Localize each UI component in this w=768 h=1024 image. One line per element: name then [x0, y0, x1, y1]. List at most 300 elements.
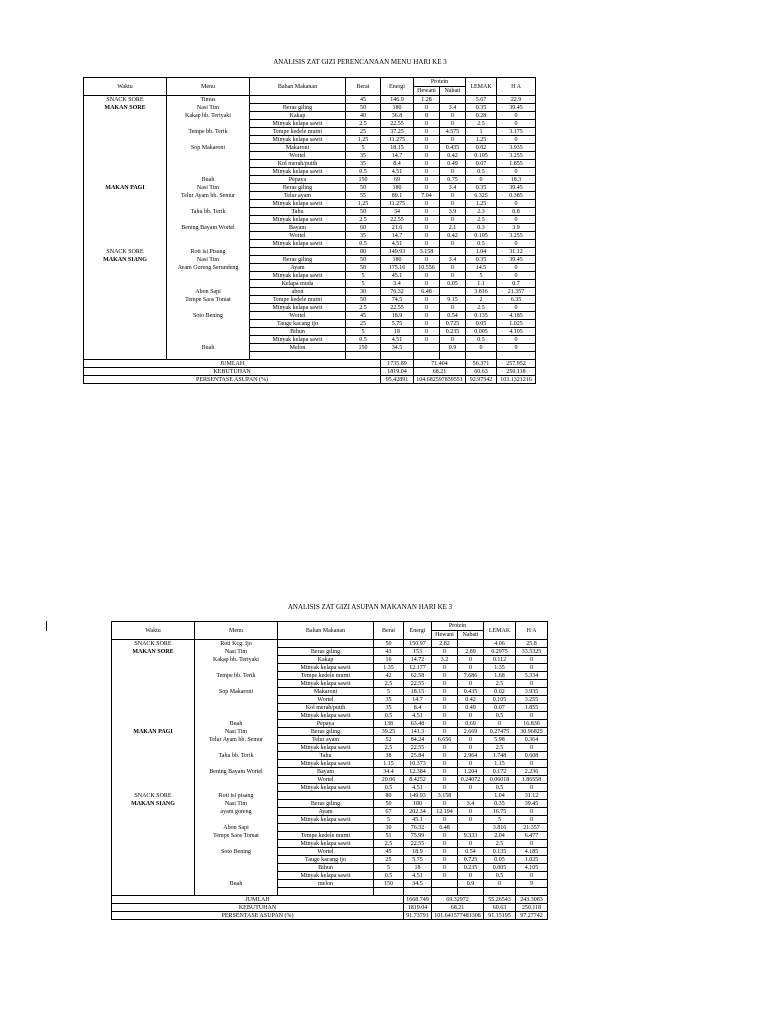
header-lemak: LEMAK: [466, 78, 497, 96]
ha-cell: 3.255: [497, 232, 536, 240]
menu-cell: [167, 152, 250, 160]
nabati-cell: 0.49: [440, 160, 466, 168]
menu-cell: [195, 664, 278, 672]
table-row: [84, 328, 536, 336]
bahan-cell: Tempe kedele murni: [278, 672, 374, 680]
berat-cell: 1.25: [346, 136, 381, 144]
berat-cell: 25: [346, 128, 381, 136]
waktu-cell: [84, 264, 167, 272]
lemak-cell: 0.28: [466, 112, 497, 120]
total-row: [84, 376, 536, 384]
hewani-cell: 0: [432, 680, 458, 688]
ha-cell: 0: [516, 816, 548, 824]
lemak-cell: 2.5: [484, 840, 516, 848]
menu-cell: Telur Ayam bb. Semur: [167, 192, 250, 200]
menu-cell: Nasi Tim: [195, 728, 278, 736]
total-ha: 250.118: [497, 368, 536, 376]
bahan-cell: Beras giling: [250, 256, 346, 264]
berat-cell: 5: [374, 864, 404, 872]
total-label: JUMLAH: [84, 360, 381, 368]
total-energi: 1819.04: [404, 904, 432, 912]
hewani-cell: 0: [414, 216, 440, 224]
ha-cell: 21.357: [497, 288, 536, 296]
total-lemak: 91.15195: [484, 912, 516, 920]
blank-cell: [278, 888, 374, 896]
table-row: [84, 224, 536, 232]
energi-cell: 5.75: [404, 856, 432, 864]
table-row: [84, 240, 536, 248]
hewani-cell: [432, 880, 458, 888]
hewani-cell: 0: [414, 296, 440, 304]
table-row: [112, 800, 548, 808]
bahan-cell: Tempe kedele murni: [278, 832, 374, 840]
ha-cell: 0: [516, 760, 548, 768]
lemak-cell: 0.07: [466, 160, 497, 168]
lemak-cell: 0.35: [484, 800, 516, 808]
nabati-cell: 0: [440, 192, 466, 200]
nabati-cell: 4.575: [440, 128, 466, 136]
lemak-cell: 0.5: [466, 336, 497, 344]
waktu-cell: [112, 688, 195, 696]
ha-cell: 2.236: [516, 768, 548, 776]
energi-cell: 4.51: [404, 712, 432, 720]
table-row: [112, 688, 548, 696]
hewani-cell: 0: [432, 712, 458, 720]
nabati-cell: 0: [440, 240, 466, 248]
berat-cell: 50: [374, 640, 404, 648]
table-row: [112, 760, 548, 768]
bahan-cell: Beras giling: [250, 104, 346, 112]
ha-cell: 4.105: [497, 328, 536, 336]
nabati-cell: 9.15: [440, 296, 466, 304]
ha-cell: 0: [516, 656, 548, 664]
ha-cell: 5.334: [516, 672, 548, 680]
energi-cell: 76.32: [381, 288, 414, 296]
waktu-cell: [84, 344, 167, 352]
menu-cell: Sop Makaroni: [195, 688, 278, 696]
nabati-cell: 3.4: [458, 800, 484, 808]
table-2: [111, 621, 548, 920]
menu-cell: [167, 160, 250, 168]
menu-cell: [195, 816, 278, 824]
bahan-cell: [278, 792, 374, 800]
ha-cell: 39.45: [497, 184, 536, 192]
ha-cell: 0: [516, 840, 548, 848]
waktu-cell: [112, 784, 195, 792]
nabati-cell: 1.204: [458, 768, 484, 776]
hewani-cell: 0: [432, 784, 458, 792]
menu-cell: [195, 784, 278, 792]
bahan-cell: [250, 248, 346, 256]
waktu-cell: [84, 328, 167, 336]
lemak-cell: 3.816: [466, 288, 497, 296]
header-waktu: Waktu: [112, 622, 195, 640]
header-protein: Protein: [432, 622, 484, 631]
lemak-cell: 0.5: [484, 712, 516, 720]
waktu-cell: [84, 224, 167, 232]
table-row: [84, 192, 536, 200]
ha-cell: 0: [497, 200, 536, 208]
blank-cell: [112, 888, 195, 896]
ha-cell: 0.385: [497, 192, 536, 200]
menu-cell: [167, 168, 250, 176]
total-protein: 68.21: [432, 904, 484, 912]
energi-cell: 180: [381, 184, 414, 192]
energi-cell: 14.72: [404, 656, 432, 664]
menu-cell: Roti Kcg. Ijo: [195, 640, 278, 648]
ha-cell: 33.5325: [516, 648, 548, 656]
ha-cell: 0: [516, 872, 548, 880]
lemak-cell: 0.35: [466, 256, 497, 264]
berat-cell: 50: [346, 184, 381, 192]
table-row: [84, 104, 536, 112]
total-energi: 91.73791: [404, 912, 432, 920]
hewani-cell: 7.04: [414, 192, 440, 200]
nabati-cell: 0: [440, 200, 466, 208]
menu-cell: Tahu bb. Terik: [195, 752, 278, 760]
energi-cell: 25.84: [404, 752, 432, 760]
header-waktu: Waktu: [84, 78, 167, 96]
berat-cell: 2.5: [346, 120, 381, 128]
table-row: [112, 712, 548, 720]
nabati-cell: 0.05: [440, 280, 466, 288]
header-hewani: Hewani: [414, 87, 440, 96]
hewani-cell: 0: [414, 128, 440, 136]
total-protein: 68.21: [414, 368, 466, 376]
menu-cell: Tempe Saos Tomat: [195, 832, 278, 840]
ha-cell: 0: [497, 216, 536, 224]
bahan-cell: Minyak kelapa sawit: [250, 240, 346, 248]
menu-cell: [167, 336, 250, 344]
lemak-cell: 1.1: [466, 280, 497, 288]
nabati-cell: 0.9: [458, 880, 484, 888]
table-1: [83, 77, 536, 384]
menu-cell: Bening Bayam Wortel: [167, 224, 250, 232]
nabati-cell: [440, 288, 466, 296]
berat-cell: 50: [346, 104, 381, 112]
table-row: [84, 136, 536, 144]
menu-cell: [167, 136, 250, 144]
hewani-cell: 0: [414, 168, 440, 176]
waktu-cell: [112, 816, 195, 824]
energi-cell: 4.51: [381, 168, 414, 176]
waktu-cell: [84, 272, 167, 280]
table-row: [84, 344, 536, 352]
lemak-cell: 0.05: [484, 856, 516, 864]
hewani-cell: 0: [414, 280, 440, 288]
bahan-cell: Tahu: [250, 208, 346, 216]
table-row: [112, 696, 548, 704]
waktu-cell: [84, 200, 167, 208]
energi-cell: 21.6: [381, 224, 414, 232]
hewani-cell: 0: [432, 816, 458, 824]
table-row: [112, 648, 548, 656]
lemak-cell: 0.35: [466, 184, 497, 192]
nabati-cell: 0: [458, 816, 484, 824]
menu-cell: [167, 240, 250, 248]
total-row: [112, 896, 548, 904]
bahan-cell: Kakap: [278, 656, 374, 664]
energi-cell: 8.4252: [404, 776, 432, 784]
lemak-cell: 0: [484, 880, 516, 888]
berat-cell: 30: [374, 824, 404, 832]
nabati-cell: 0: [458, 760, 484, 768]
ha-cell: 6.477: [516, 832, 548, 840]
berat-cell: 1.35: [374, 664, 404, 672]
hewani-cell: 6.48: [432, 824, 458, 832]
menu-cell: [195, 680, 278, 688]
hewani-cell: 0: [432, 832, 458, 840]
blank-cell: [404, 888, 432, 896]
menu-cell: Sop Makaroni: [167, 144, 250, 152]
energi-cell: 22.55: [404, 744, 432, 752]
ha-cell: 0: [497, 168, 536, 176]
nabati-cell: 3.4: [440, 184, 466, 192]
lemak-cell: 0.07: [484, 704, 516, 712]
lemak-cell: 5.98: [484, 736, 516, 744]
table-row: [112, 840, 548, 848]
waktu-cell: [84, 168, 167, 176]
waktu-cell: [112, 760, 195, 768]
hewani-cell: 0: [432, 840, 458, 848]
waktu-cell: MAKAN PAGI: [112, 728, 195, 736]
table-row: [112, 856, 548, 864]
waktu-cell: [84, 144, 167, 152]
berat-cell: 150: [346, 176, 381, 184]
table-row: [84, 256, 536, 264]
bahan-cell: Wortel: [278, 696, 374, 704]
nabati-cell: 0: [440, 336, 466, 344]
waktu-cell: [112, 840, 195, 848]
table-row: [112, 776, 548, 784]
menu-cell: [195, 760, 278, 768]
hewani-cell: [414, 344, 440, 352]
table-row: [112, 816, 548, 824]
ha-cell: 39.45: [497, 256, 536, 264]
berat-cell: 0.5: [374, 712, 404, 720]
menu-cell: Nasi Tim: [195, 800, 278, 808]
berat-cell: 35: [346, 232, 381, 240]
berat-cell: 5: [374, 816, 404, 824]
berat-cell: 38: [374, 752, 404, 760]
nabati-cell: 0: [458, 808, 484, 816]
blank-cell: [167, 352, 250, 360]
total-label: PERSENTASE ASUPAN (%): [84, 376, 381, 384]
berat-cell: 45: [374, 848, 404, 856]
berat-cell: 55: [346, 192, 381, 200]
energi-cell: 18: [404, 864, 432, 872]
header-energi: Energi: [381, 78, 414, 96]
lemak-cell: 16.75: [484, 808, 516, 816]
table-row: [112, 848, 548, 856]
blank-cell: [432, 888, 458, 896]
total-energi: 1819.04: [381, 368, 414, 376]
table-row: [84, 144, 536, 152]
table-row: [84, 152, 536, 160]
ha-cell: 0: [497, 136, 536, 144]
waktu-cell: [84, 280, 167, 288]
energi-cell: 3.4: [381, 280, 414, 288]
table-row: [84, 96, 536, 104]
waktu-cell: MAKAN SORE: [84, 104, 167, 112]
bahan-cell: Minyak kelapa sawit: [278, 872, 374, 880]
blank-cell: [497, 352, 536, 360]
ha-cell: 0: [497, 112, 536, 120]
bahan-cell: Bihun: [250, 328, 346, 336]
berat-cell: 138: [374, 720, 404, 728]
berat-cell: 39.25: [374, 728, 404, 736]
hewani-cell: 12.194: [432, 808, 458, 816]
nabati-cell: 0.235: [458, 864, 484, 872]
energi-cell: 62.58: [404, 672, 432, 680]
hewani-cell: 0: [414, 184, 440, 192]
nabati-cell: 0: [458, 656, 484, 664]
menu-cell: Abon Sapi: [195, 824, 278, 832]
bahan-cell: Minyak kelapa sawit: [250, 136, 346, 144]
lemak-cell: 0.105: [466, 152, 497, 160]
table-row: [84, 264, 536, 272]
blank-cell: [250, 352, 346, 360]
bahan-cell: Beras giling: [278, 728, 374, 736]
waktu-cell: [84, 152, 167, 160]
berat-cell: 5: [346, 272, 381, 280]
lemak-cell: 1.35: [484, 664, 516, 672]
energi-cell: 36.8: [381, 112, 414, 120]
berat-cell: 25: [374, 856, 404, 864]
table-row: [112, 640, 548, 648]
nabati-cell: 7.686: [458, 672, 484, 680]
energi-cell: 4.51: [404, 872, 432, 880]
hewani-cell: 0: [432, 720, 458, 728]
waktu-cell: [112, 856, 195, 864]
nabati-cell: 0.49: [458, 704, 484, 712]
berat-cell: 43: [374, 648, 404, 656]
ha-cell: 22.9: [497, 96, 536, 104]
menu-cell: Tempe bb. Terik: [167, 128, 250, 136]
waktu-cell: [112, 776, 195, 784]
hewani-cell: 0: [432, 672, 458, 680]
waktu-cell: [84, 216, 167, 224]
berat-cell: 1.25: [346, 200, 381, 208]
berat-cell: 5: [346, 280, 381, 288]
bahan-cell: Makaroni: [250, 144, 346, 152]
berat-cell: 0.5: [374, 784, 404, 792]
total-lemak: 56.371: [466, 360, 497, 368]
lemak-cell: 3.816: [484, 824, 516, 832]
bahan-cell: Kelapa muda: [250, 280, 346, 288]
lemak-cell: 5.67: [466, 96, 497, 104]
berat-cell: 150: [346, 344, 381, 352]
ha-cell: 39.45: [516, 800, 548, 808]
waktu-cell: [112, 872, 195, 880]
menu-cell: Telur Ayam bb. Semur: [195, 736, 278, 744]
table-row: [112, 744, 548, 752]
berat-cell: 25: [346, 320, 381, 328]
hewani-cell: 2.82: [432, 640, 458, 648]
ha-cell: 3.255: [516, 696, 548, 704]
lemak-cell: 2.3: [466, 208, 497, 216]
nabati-cell: 0: [440, 112, 466, 120]
menu-cell: [167, 200, 250, 208]
energi-cell: 12.384: [404, 768, 432, 776]
table-row: [84, 128, 536, 136]
energi-cell: 18.9: [381, 312, 414, 320]
energi-cell: 69: [381, 176, 414, 184]
ha-cell: 9: [516, 880, 548, 888]
waktu-cell: MAKAN SIANG: [84, 256, 167, 264]
ha-cell: 3.9: [497, 224, 536, 232]
lemak-cell: 2.5: [466, 120, 497, 128]
hewani-cell: 0: [414, 232, 440, 240]
total-label: JUMLAH: [112, 896, 404, 904]
energi-cell: 89.1: [381, 192, 414, 200]
berat-cell: 35: [374, 696, 404, 704]
nabati-cell: 0.435: [440, 144, 466, 152]
table-row: [112, 784, 548, 792]
header-row: [112, 622, 548, 631]
bahan-cell: Wortel: [250, 232, 346, 240]
hewani-cell: 0: [414, 160, 440, 168]
table-2-title: ANALISIS ZAT GIZI ASUPAN MAKANAN HARI KE 3: [287, 603, 453, 611]
hewani-cell: 0: [414, 272, 440, 280]
blank-cell: [484, 888, 516, 896]
table-row: [112, 680, 548, 688]
hewani-cell: 0: [414, 152, 440, 160]
hewani-cell: 10.556: [414, 264, 440, 272]
hewani-cell: 0: [414, 328, 440, 336]
menu-cell: Roti isi pisang: [195, 792, 278, 800]
table-row: [112, 808, 548, 816]
total-protein: 104.682597859551: [414, 376, 466, 384]
hewani-cell: 0: [432, 872, 458, 880]
berat-cell: 35: [374, 704, 404, 712]
bahan-cell: Minyak kelapa sawit: [278, 840, 374, 848]
total-ha: 103.1321216: [497, 376, 536, 384]
lemak-cell: 5: [484, 816, 516, 824]
berat-cell: 67: [374, 808, 404, 816]
hewani-cell: 0: [432, 776, 458, 784]
ha-cell: 1.025: [497, 320, 536, 328]
menu-cell: Abon Sapi: [167, 288, 250, 296]
bahan-cell: Pepaya: [278, 720, 374, 728]
berat-cell: 5: [346, 144, 381, 152]
lemak-cell: 0.3: [466, 224, 497, 232]
berat-cell: 80: [346, 248, 381, 256]
hewani-cell: 0: [414, 320, 440, 328]
ha-cell: 1.025: [516, 856, 548, 864]
lemak-cell: 0: [484, 720, 516, 728]
energi-cell: 153: [404, 648, 432, 656]
lemak-cell: 2.5: [484, 680, 516, 688]
energi-cell: 8.4: [381, 160, 414, 168]
hewani-cell: 0: [432, 752, 458, 760]
bahan-cell: Bayam: [250, 224, 346, 232]
lemak-cell: 1.748: [484, 752, 516, 760]
energi-cell: 22.55: [381, 216, 414, 224]
ha-cell: 3.175: [497, 128, 536, 136]
bahan-cell: Minyak kelapa sawit: [250, 336, 346, 344]
hewani-cell: 0: [414, 224, 440, 232]
ha-cell: 0: [497, 120, 536, 128]
total-lemak: 60.63: [484, 904, 516, 912]
table-row: [84, 200, 536, 208]
menu-cell: [167, 320, 250, 328]
header-hewani: Hewani: [432, 631, 458, 640]
menu-cell: Kakap bb. Teriyaki: [167, 112, 250, 120]
ha-cell: 1.86558: [516, 776, 548, 784]
total-row: [84, 360, 536, 368]
waktu-cell: MAKAN SORE: [112, 648, 195, 656]
